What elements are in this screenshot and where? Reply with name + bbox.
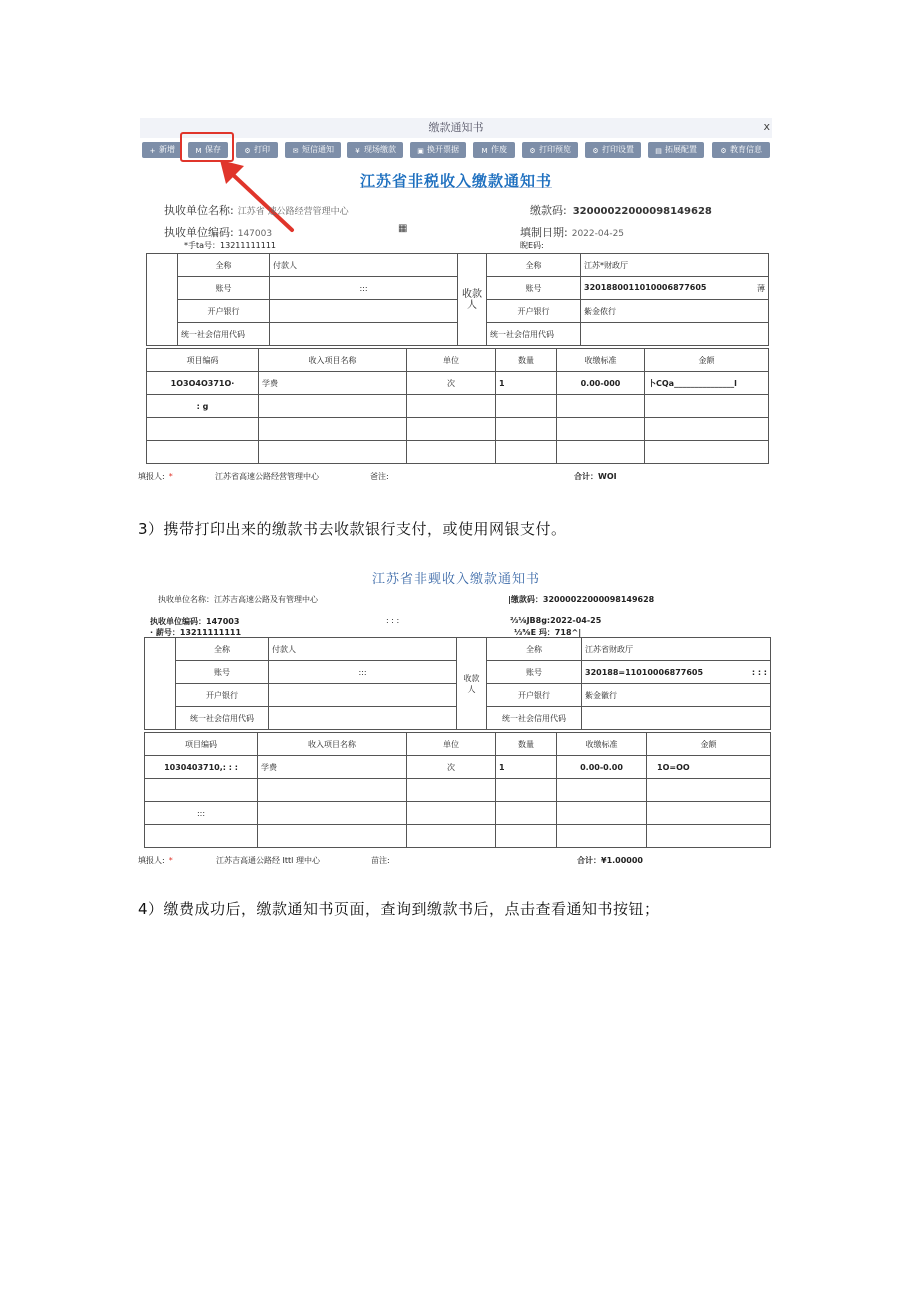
- document-title-2: 江苏省非觋收入缴款通知书: [371, 572, 540, 587]
- remark-label-2: 苗注:: [371, 856, 390, 865]
- collect-unit-name-2: 执收单位名称：江苏吉高速公路及有管理中心: [158, 595, 318, 604]
- pay-icon: ¥: [355, 147, 360, 155]
- document-title: 江苏省非税收入缴款通知书: [359, 172, 552, 190]
- party-row: 开户银行 开户银行 紫金徽行: [145, 684, 771, 707]
- print-button[interactable]: ⚙ 打印: [236, 142, 278, 158]
- filler-unit-2: 江苏吉高通公路经 Ittl 理中心: [216, 856, 320, 865]
- pay-code-2: |缴款码：32000022000098149628: [508, 595, 655, 604]
- verify-code-line-2: ⅓⅝E 玛：718^|: [514, 628, 582, 637]
- party-row: 开户银行 开户银行 紫金侬行: [147, 300, 769, 323]
- filler-label-2: 填报人: *: [138, 856, 173, 865]
- total-amount: 合计：WOI: [574, 472, 617, 481]
- table-row: : g: [147, 395, 769, 418]
- payer-vertical-cell-2: [145, 638, 176, 730]
- void-button[interactable]: M 作废: [473, 142, 515, 158]
- add-button[interactable]: + 新增: [142, 142, 182, 158]
- dots-mark: : : :: [386, 616, 400, 625]
- grid-icon: ▦: [398, 223, 408, 234]
- table-row: 1030403710,: : : 学费 次 1 0.00-0.00 1O=OO: [145, 756, 771, 779]
- phone-line: *手ta号：13211111111: [184, 241, 277, 250]
- collect-unit-code-2: 执收单位编码：147003: [150, 617, 240, 626]
- print-settings-button[interactable]: ⚙ 打印设置: [585, 142, 641, 158]
- table-row: 1O3O4O371O· 学费 次 1 0.00-000 卜CQa_______________l: [147, 372, 769, 395]
- table-row: [147, 418, 769, 441]
- verify-code-line: 睨E码:: [520, 241, 544, 250]
- pay-code: 缴款码: 3200002200009814962​8: [530, 204, 712, 217]
- void-icon: M: [481, 147, 488, 155]
- extend-config-button[interactable]: ▤ 拓展配置: [648, 142, 704, 158]
- step-4-text: 4）缴费成功后，缴款通知书页面，查询到缴款书后，点击查看通知书按钮；: [138, 900, 660, 918]
- notice-window-screenshot: [140, 118, 772, 488]
- save-icon: M: [195, 147, 202, 155]
- fill-date-2: ⅔⅛JB8g:2022-04-25: [510, 616, 602, 625]
- plus-icon: +: [149, 147, 156, 155]
- items-table-2: [144, 732, 771, 848]
- table-row: [145, 825, 771, 848]
- sms-notify-button[interactable]: ✉ 短信通知: [285, 142, 341, 158]
- print-icon: ⚙: [244, 147, 251, 155]
- party-table-2: [144, 637, 771, 730]
- table-row: :::: [145, 802, 771, 825]
- payee-vertical-cell: 收款人: [458, 254, 487, 346]
- party-row: 账号 ::: 账号 320188001101000​6877605 薄: [147, 277, 769, 300]
- close-icon[interactable]: x: [763, 120, 770, 133]
- collect-unit-name: 执收单位名称: 江苏省 速公路经营管理中心: [164, 204, 349, 217]
- filler-unit: 江苏省高速公路经营管理中心: [215, 472, 319, 481]
- window-title: 缴款通知书: [140, 118, 772, 138]
- filler-label: 填报人: *: [138, 472, 173, 481]
- payee-vertical-cell-2: 收款人: [457, 638, 487, 730]
- party-row: 账号 ::: 账号 320188=11010006877605 : : :: [145, 661, 771, 684]
- items-header-row: 项目编码 收入项目名称 单位 数量 收缴标准 金额: [147, 349, 769, 372]
- edu-info-button[interactable]: ⚙ 教育信息: [712, 142, 770, 158]
- fill-date: 填制日期: 2022-04-25: [520, 226, 625, 239]
- table-row: [145, 779, 771, 802]
- step-3-text: 3）携带打印出来的缴款书去收款银行支付，或使用网银支付。: [138, 520, 567, 538]
- table-row: [147, 441, 769, 464]
- onsite-pay-button[interactable]: ¥ 现场缴款: [347, 142, 403, 158]
- party-row: 统一社会信用代码 统一社会信用代码: [147, 323, 769, 346]
- total-amount-2: 合计：¥1.00000: [577, 856, 644, 865]
- party-row: 统一社会信用代码 统一社会信用代码: [145, 707, 771, 730]
- party-row: 全称 付款人 收款人 全称 江苏省财政厅: [145, 638, 771, 661]
- party-table: [146, 253, 769, 346]
- phone-line-2: · 薪号：13211111111: [150, 628, 242, 637]
- print-preview-button[interactable]: ⚙ 打印预览: [522, 142, 578, 158]
- preview-icon: ⚙: [529, 147, 536, 155]
- save-button[interactable]: M 保存: [188, 142, 228, 158]
- collect-unit-code: 执收单位编码: 147003: [164, 226, 273, 239]
- payer-vertical-cell: [147, 254, 178, 346]
- config-icon: ▤: [655, 147, 662, 155]
- print-settings-icon: ⚙: [592, 147, 599, 155]
- invoice-icon: ▣: [417, 147, 424, 155]
- party-row: 全称 付款人 收款人 全称 江苏*财政厅: [147, 254, 769, 277]
- items-header-row: 项目编码 收入项目名称 单位 数量 收缴标准 金额: [145, 733, 771, 756]
- reissue-invoice-button[interactable]: ▣ 换开票据: [410, 142, 466, 158]
- sms-icon: ✉: [292, 147, 299, 155]
- edu-icon: ⚙: [720, 147, 727, 155]
- items-table: [146, 348, 769, 464]
- remark-label: 爸注:: [370, 472, 389, 481]
